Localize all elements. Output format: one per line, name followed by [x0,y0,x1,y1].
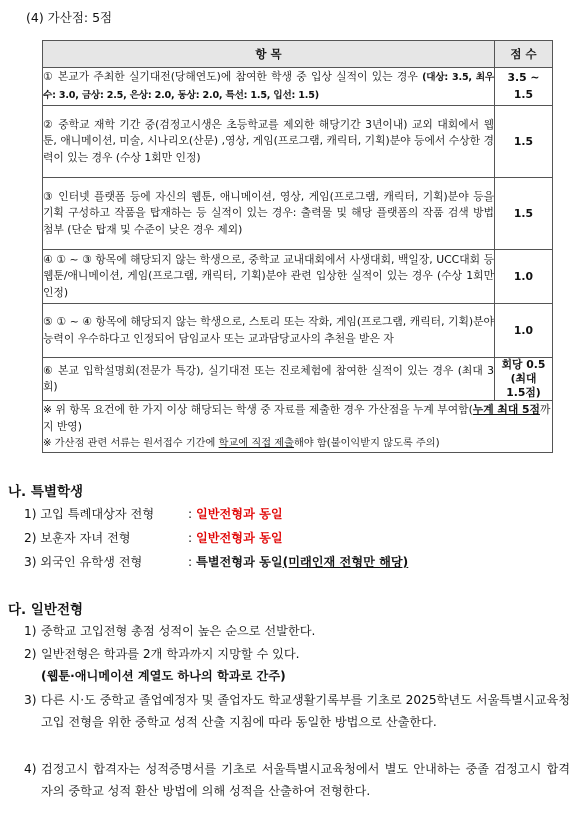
table-row [43,250,553,304]
row-item: ② 중학교 재학 기간 중(검정고시생은 초등학교를 제외한 해당기간 3년이내) 교외 대회에서 웹툰, 애니메이션, 미술, 시나리오(산문) ,영상, 게임(프로그램, 캐릭터, 기획)분야 등에서 수상한 경력이 있는 경우 (수상 1회만 인정) [43,106,495,178]
row-score: 1.5 [495,106,553,178]
general-item: 1) 중학교 고입전형 총점 성적이 높은 순으로 선발한다. [24,624,316,638]
table-row [43,106,553,178]
row-score: 1.5 [495,178,553,250]
section-heading: (4) 가산점: 5점 [26,10,113,25]
row-item: ③ 인터넷 플랫폼 등에 자신의 웹툰, 애니메이션, 영상, 게임(프로그램, 캐릭터, 기획)분야 등을 기획 구성하고 작품을 탑재하는 등 실적이 있는 경우: 출력물 및 해당 플랫폼의 작품 검색 방법 첨부 (단순 탑재 및 수준이 낮은 경우 제외) [43,178,495,250]
header-score: 점 수 [495,41,553,68]
row-score: 1.0 [495,304,553,358]
table-row [43,68,553,106]
table-header-row [43,41,553,68]
table-row [43,304,553,358]
row-item: ④ ① ~ ③ 항목에 해당되지 않는 학생으로, 중학교 교내대회에서 사생대회, 백일장, UCC대회 등 웹툰/애니메이션, 게임(프로그램, 캐릭터, 기획)분야 관련 입상한 실적이 있는 경우 (수상 1회만 인정) [43,250,495,304]
row-item: ⑥ 본교 입학설명회(전문가 특강), 실기대전 또는 진로체험에 참여한 실적이 있는 경우 (최대 3회) [43,358,495,401]
row-score: 1.0 [495,250,553,304]
general-item: 4) 검정고시 합격자는 성적증명서를 기초로 서울특별시교육청에서 별도 안내하는 중졸 검정고시 합격자의 중학교 성적 환산 방법에 의해 성적을 산출하여 전형한다. [24,762,570,798]
row-item: ① 본교가 주최한 실기대전(당해연도)에 참여한 학생 중 입상 실적이 있는 경우 (대상: 3.5, 최우수: 3.0, 금상: 2.5, 은상: 2.0, 동상: 2.0, 특선: 1.5, 입선: 1.5) [43,68,495,106]
general-item: 2) 일반전형은 학과를 2개 학과까지 지망할 수 있다. (웹툰·애니메이션 계열도 하나의 학과로 간주) [24,647,300,683]
special-item: 2) 보훈자 자녀 전형 : 일반전형과 동일 [24,531,283,545]
header-item: 항 목 [43,41,495,68]
row-item: ⑤ ① ~ ④ 항목에 해당되지 않는 학생으로, 스토리 또는 작화, 게임(프로그램, 캐릭터, 기획)분야 능력이 우수하다고 인정되어 담임교사 또는 교과담당교사의 추천을 받은 자 [43,304,495,358]
general-item: 3) 다른 시·도 중학교 졸업예정자 및 졸업자도 학교생활기록부를 기초로 2025학년도 서울특별시교육청 고입 전형을 위한 중학교 성적 산출 지침에 따라 동일한 방법으로 산출한다. [24,693,570,729]
note-cumulative: ※ 위 항목 요건에 한 가지 이상 해당되는 학생 중 자료를 제출한 경우 가산점을 누계 부여함(누계 최대 5점까지 반영) [43,403,551,433]
table-row [43,178,553,250]
bonus-score-table [42,40,553,453]
table-note-row [43,401,553,453]
table-notes [43,401,553,453]
special-item: 3) 외국인 유학생 전형 : 특별전형과 동일(미래인재 전형만 해당) [24,555,409,569]
special-item: 1) 고입 특례대상자 전형 : 일반전형과 동일 [24,507,283,521]
special-section-title: 나. 특별학생 [8,484,84,500]
general-section-title: 다. 일반전형 [8,602,84,618]
row-score: 회당 0.5 (최대 1.5점) [495,358,553,401]
note-submission: ※ 가산점 관련 서류는 원서접수 기간에 학교에 직접 제출해야 함(불이익받지 않도록 주의) [43,438,440,449]
table-row [43,358,553,401]
row-score: 3.5 ~ 1.5 [495,68,553,106]
